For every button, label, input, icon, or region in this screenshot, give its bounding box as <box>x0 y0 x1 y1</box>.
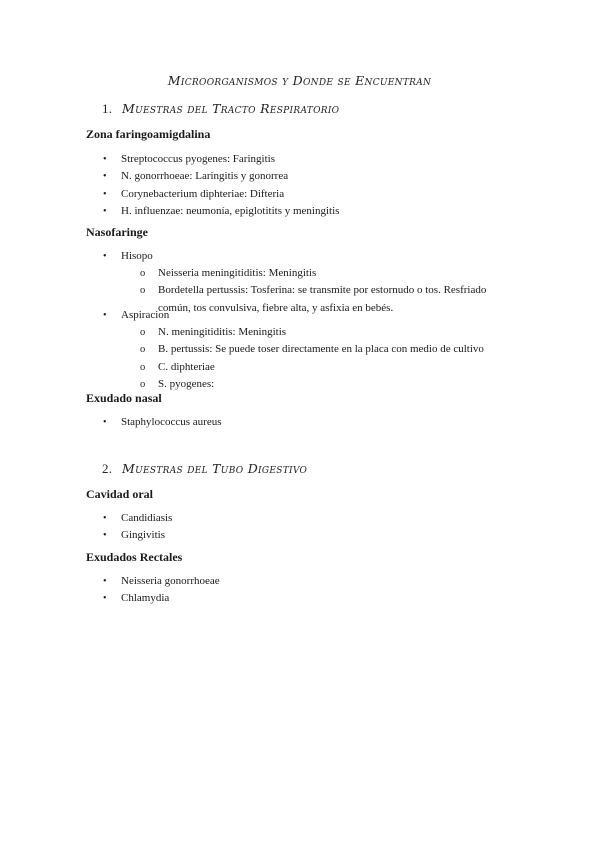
bullet-icon: • <box>103 513 107 524</box>
cavidad-oral-list <box>103 510 172 545</box>
bullet-icon: • <box>103 205 107 217</box>
sub-list-item: o S. pyogenes: <box>140 376 520 393</box>
bullet-icon: • <box>103 530 107 542</box>
section-number: 2. <box>102 461 113 476</box>
bullet-icon: • <box>103 171 107 183</box>
list-item: • Chlamydia <box>103 590 220 607</box>
list-item: • Neisseria gonorrhoeae <box>103 573 220 590</box>
aspiracion-sublist <box>140 324 520 393</box>
bullet-icon: • <box>103 593 107 605</box>
bullet-icon: • <box>103 417 107 428</box>
list-item: • Corynebacterium diphteriae: Difteria <box>103 186 339 203</box>
subheading-zona-faringoamigdalina: Zona faringoamigdalina <box>86 127 211 141</box>
list-item: • H. influenzae: neumonía, epiglotitits y meningitis <box>103 203 339 220</box>
sub-list-item: o Neisseria meningitiditis: Meningitis <box>140 265 520 282</box>
list-item: • N. gonorrhoeae: Laringitis y gonorrea <box>103 168 339 185</box>
circle-bullet-icon: o <box>140 361 146 373</box>
exudados-rectales-list <box>103 573 220 608</box>
sub-list-item: o Bordetella pertussis: Tosferina: se transmite por estornudo o tos. Resfriado común, tos convulsiva, fiebre alta, y asfixia en bebés. <box>140 284 487 314</box>
section-heading-digestivo <box>102 461 307 477</box>
circle-bullet-icon: o <box>140 327 146 338</box>
exudado-nasal-list <box>103 414 222 431</box>
sub-list-item: o C. diphteriae <box>140 359 520 376</box>
subheading-cavidad-oral: Cavidad oral <box>86 487 154 501</box>
hisopo-sublist <box>140 265 520 317</box>
section-heading-respiratorio <box>102 101 339 117</box>
list-item-hisopo: • Hisopo <box>103 248 153 265</box>
circle-bullet-icon: o <box>140 268 146 279</box>
zona-faringoamigdalina-list <box>103 151 339 220</box>
subheading-exudado-nasal: Exudado nasal <box>86 391 162 405</box>
list-item: • Candidiasis <box>103 510 172 527</box>
circle-bullet-icon: o <box>140 285 146 297</box>
list-item: • Gingivitis <box>103 527 172 544</box>
list-item-aspiracion: • Aspiracion <box>103 307 169 324</box>
circle-bullet-icon: o <box>140 378 146 390</box>
section-heading-text: Muestras del Tracto Respiratorio <box>122 101 340 116</box>
circle-bullet-icon: o <box>140 344 146 356</box>
bullet-icon: • <box>103 154 107 165</box>
bullet-icon: • <box>103 251 107 262</box>
subheading-nasofaringe: Nasofaringe <box>86 225 148 239</box>
list-item: • Streptococcus pyogenes: Faringitis <box>103 151 339 168</box>
bullet-icon: • <box>103 188 107 200</box>
subheading-exudados-rectales: Exudados Rectales <box>86 550 183 564</box>
list-item: • Staphylococcus aureus <box>103 414 222 431</box>
bullet-icon: • <box>103 310 107 321</box>
sub-list-item: o B. pertussis: Se puede toser directamente en la placa con medio de cultivo <box>140 341 520 358</box>
nasofaringe-hisopo-list <box>103 248 153 265</box>
bullet-icon: • <box>103 576 107 587</box>
document-title: Microorganismos y Donde se Encuentran <box>167 73 432 88</box>
sub-list-item: o N. meningitiditis: Meningitis <box>140 324 520 341</box>
section-heading-text: Muestras del Tubo Digestivo <box>122 461 308 476</box>
section-number: 1. <box>102 101 113 116</box>
nasofaringe-aspiracion-list <box>103 307 169 324</box>
